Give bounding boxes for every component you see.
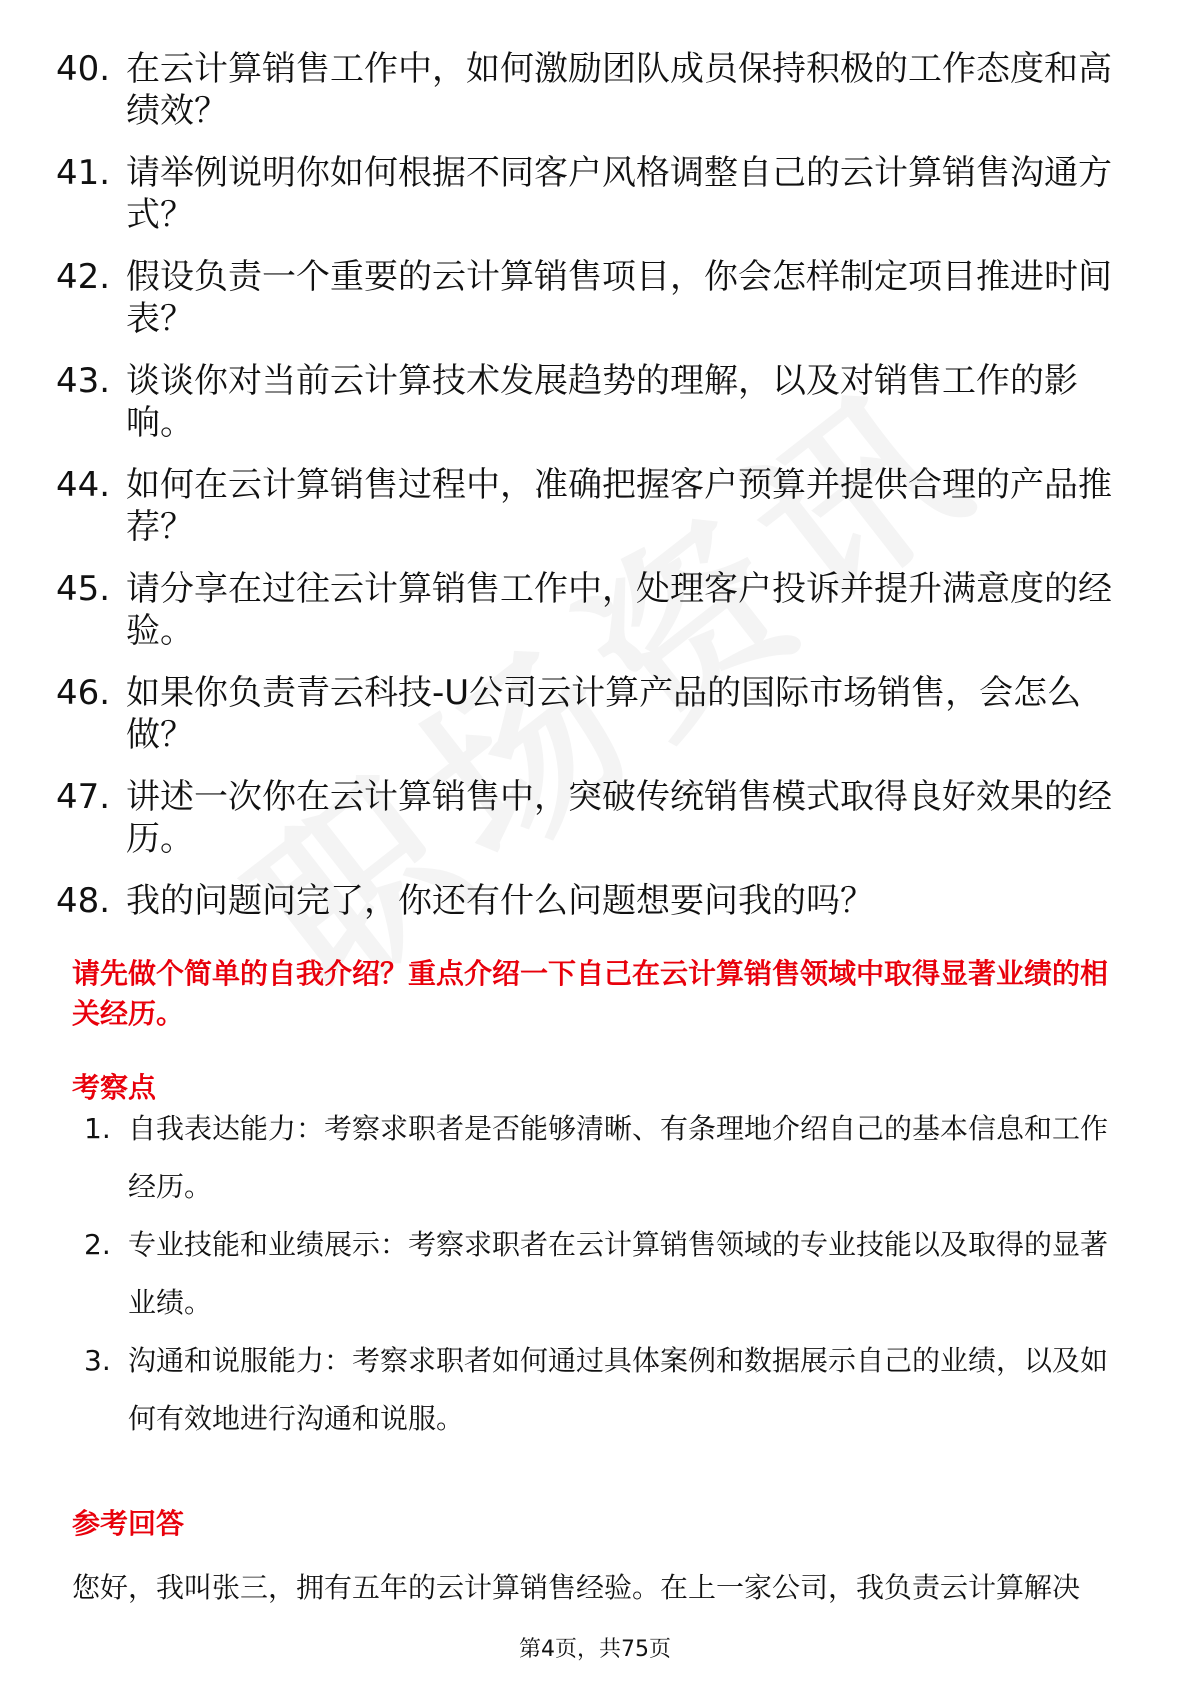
evaluation-point — [84, 1332, 1124, 1448]
question-text: 请分享在过往云计算销售工作中，处理客户投诉并提升满意度的经验。 — [126, 569, 1112, 651]
question-number: 44. — [56, 465, 111, 505]
section-heading-kaochadian: 考察点 — [72, 1071, 157, 1104]
question-text: 如何在云计算销售过程中，准确把握客户预算并提供合理的产品推荐？ — [126, 465, 1112, 547]
question-item — [56, 152, 1116, 236]
question-number: 41. — [56, 153, 111, 193]
question-text: 请举例说明你如何根据不同客户风格调整自己的云计算销售沟通方式？ — [126, 153, 1112, 235]
evaluation-points-list — [84, 1100, 1124, 1448]
question-text: 假设负责一个重要的云计算销售项目，你会怎样制定项目推进时间表？ — [126, 257, 1112, 339]
question-item — [56, 48, 1116, 132]
question-text: 如果你负责青云科技-U公司云计算产品的国际市场销售，会怎么做？ — [126, 673, 1082, 755]
interview-question-heading: 请先做个简单的自我介绍？重点介绍一下自己在云计算销售领域中取得显著业绩的相关经历。 — [72, 957, 1109, 1030]
question-number: 40. — [56, 49, 111, 89]
point-text: 沟通和说服能力：考察求职者如何通过具体案例和数据展示自己的业绩，以及如何有效地进行沟通和说服。 — [128, 1344, 1109, 1435]
evaluation-point — [84, 1216, 1124, 1332]
question-number: 42. — [56, 257, 111, 297]
question-text: 我的问题问完了，你还有什么问题想要问我的吗？ — [126, 881, 874, 921]
question-item — [56, 776, 1116, 860]
question-text: 谈谈你对当前云计算技术发展趋势的理解，以及对销售工作的影响。 — [126, 361, 1078, 443]
reference-answer: 您好，我叫张三，拥有五年的云计算销售经验。在上一家公司，我负责云计算解决 — [72, 1571, 1081, 1604]
point-text: 自我表达能力：考察求职者是否能够清晰、有条理地介绍自己的基本信息和工作经历。 — [128, 1112, 1109, 1203]
question-number: 47. — [56, 777, 111, 817]
question-number: 43. — [56, 361, 111, 401]
question-number: 48. — [56, 881, 111, 921]
point-number: 3. — [84, 1344, 111, 1377]
question-item — [56, 256, 1116, 340]
question-text: 在云计算销售工作中，如何激励团队成员保持积极的工作态度和高绩效？ — [126, 49, 1112, 131]
question-number: 46. — [56, 673, 111, 713]
question-item — [56, 880, 1116, 922]
question-number: 45. — [56, 569, 111, 609]
question-text: 讲述一次你在云计算销售中，突破传统销售模式取得良好效果的经历。 — [126, 777, 1112, 859]
question-item — [56, 568, 1116, 652]
question-item — [56, 464, 1116, 548]
question-item — [56, 672, 1116, 756]
page-footer: 第4页，共75页 — [519, 1637, 671, 1662]
section-heading-cankao: 参考回答 — [72, 1507, 185, 1540]
point-number: 2. — [84, 1228, 111, 1261]
evaluation-point — [84, 1100, 1124, 1216]
point-text: 专业技能和业绩展示：考察求职者在云计算销售领域的专业技能以及取得的显著业绩。 — [128, 1228, 1109, 1319]
question-item — [56, 360, 1116, 444]
question-list — [56, 48, 1116, 942]
point-number: 1. — [84, 1112, 111, 1145]
